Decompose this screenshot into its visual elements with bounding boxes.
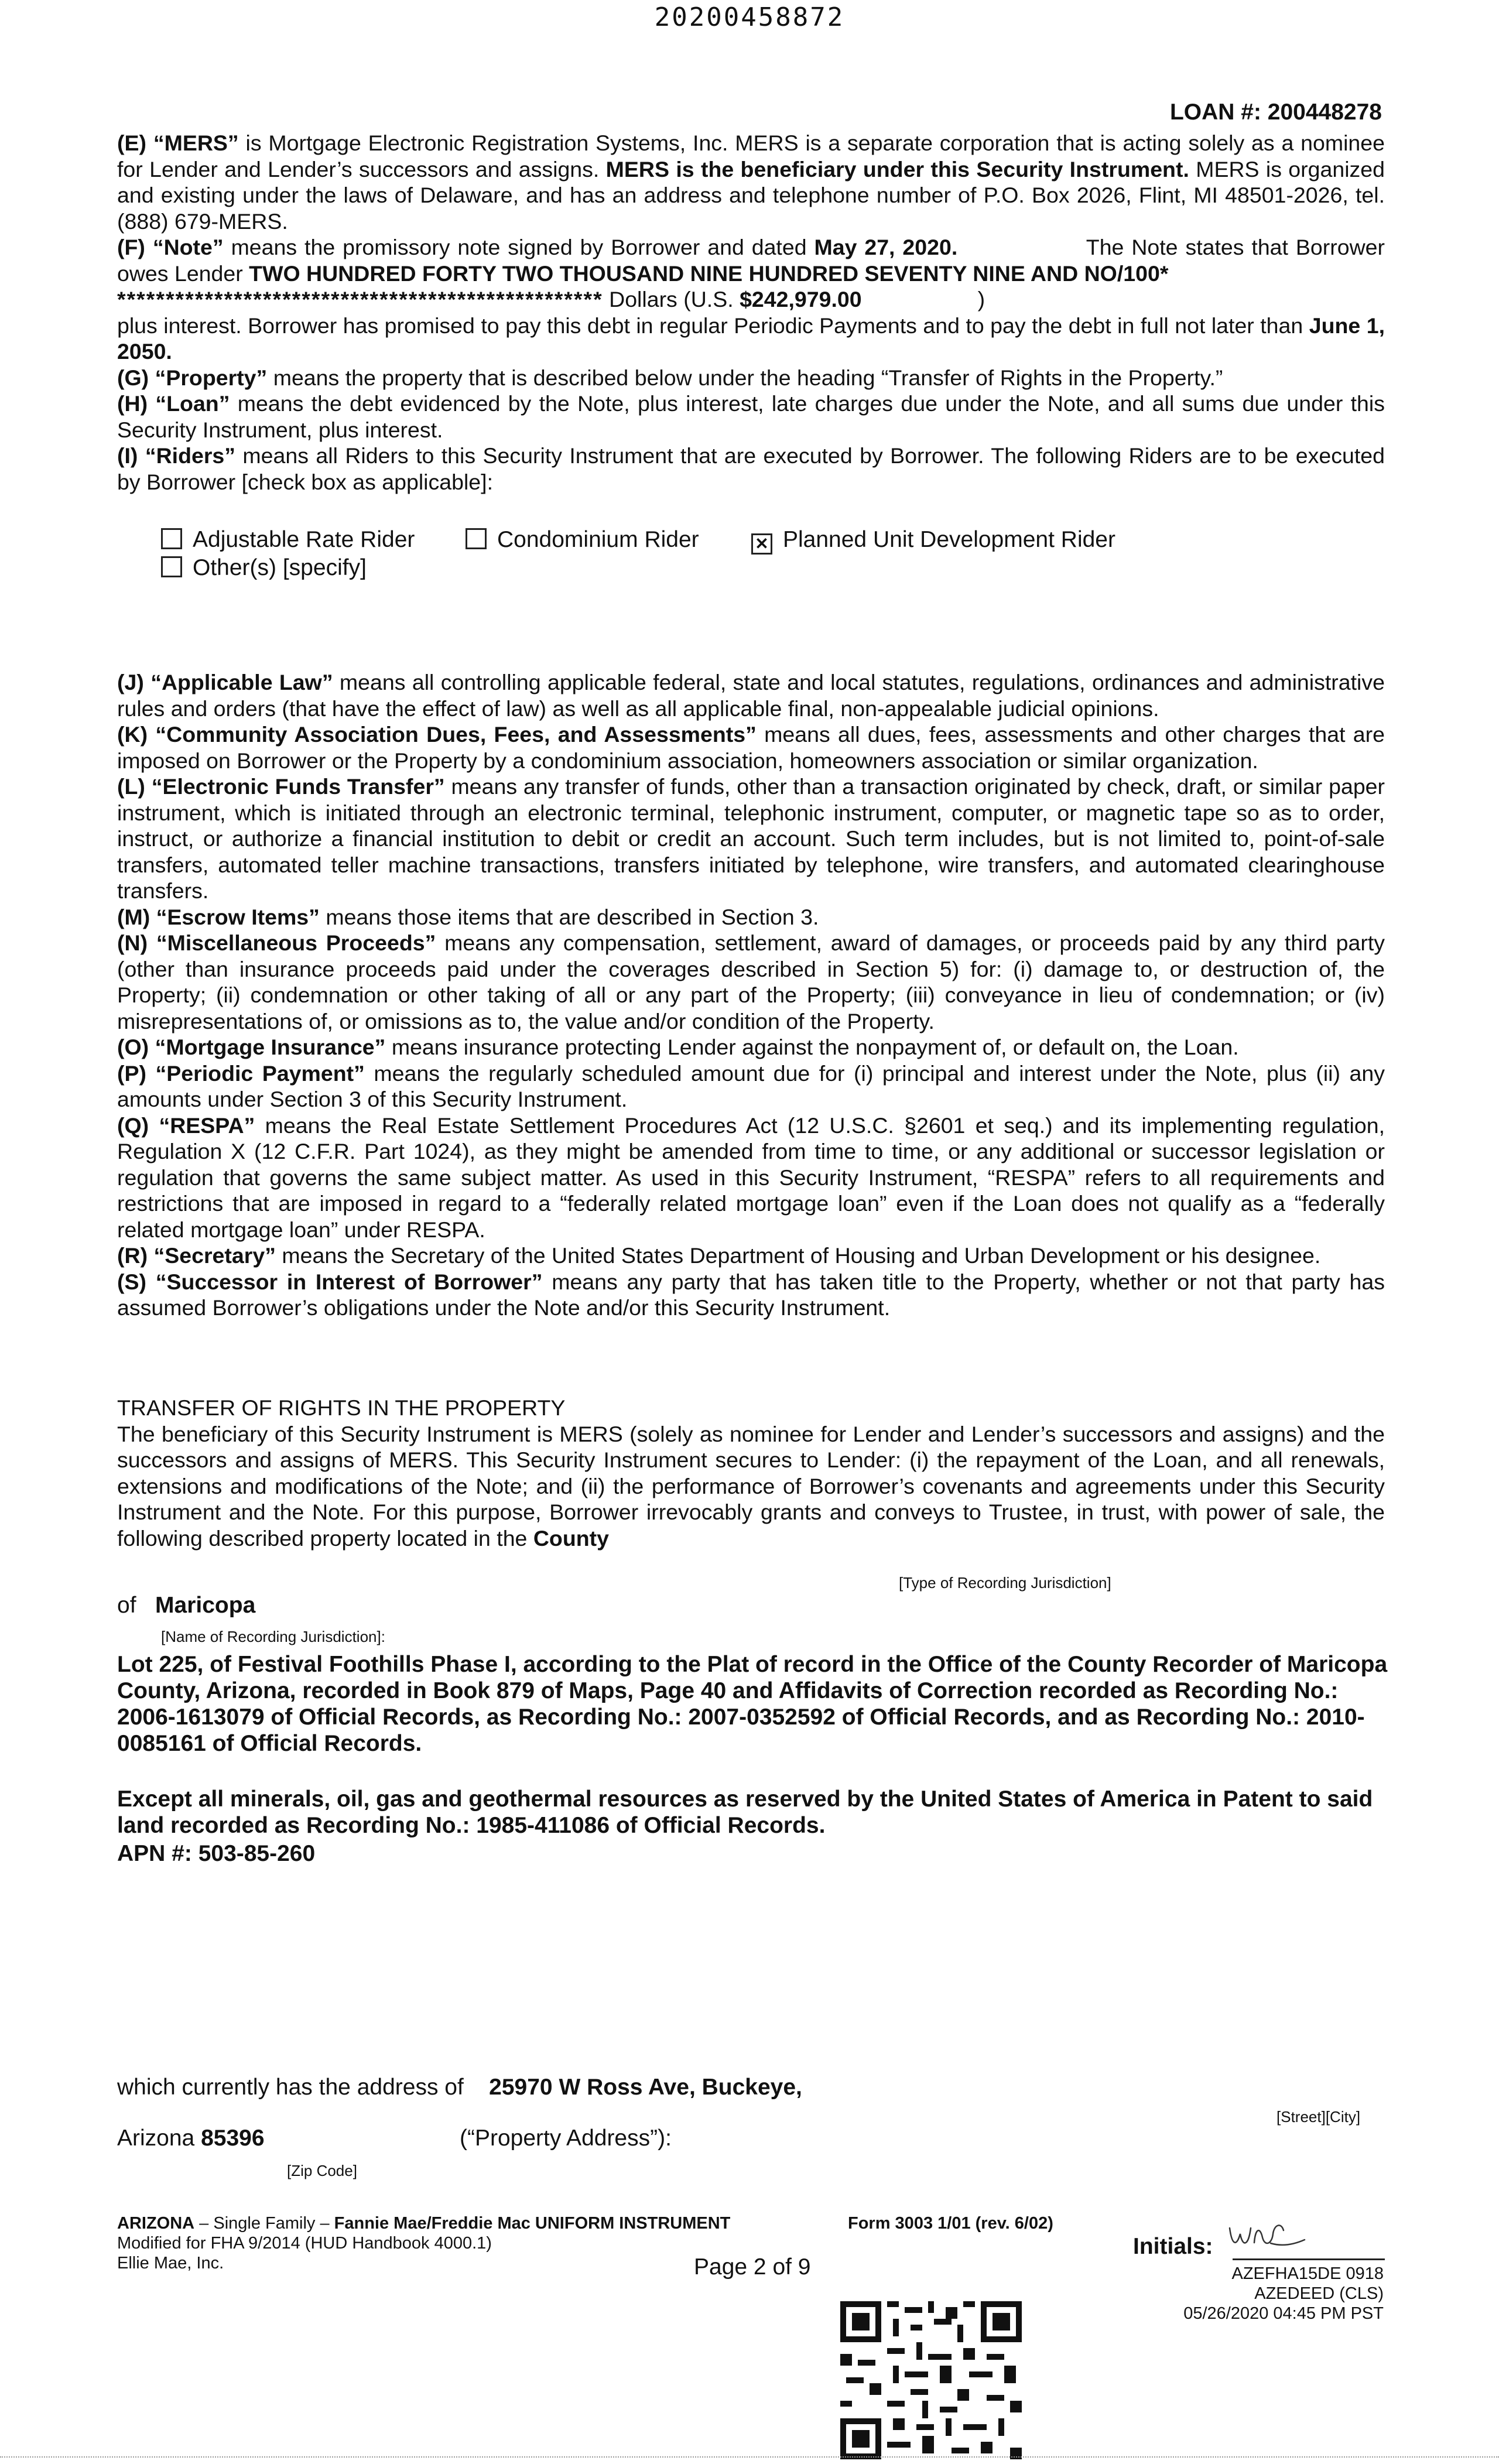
- rider-other[interactable]: Other(s) [specify]: [161, 555, 367, 581]
- jurisdiction-type: County: [533, 1525, 609, 1551]
- definition-m: (M) “Escrow Items” means those items that are described in Section 3.: [117, 904, 819, 929]
- address-line: which currently has the address of 25970 W Ross Ave, Buckeye,: [117, 2075, 802, 2100]
- definition-i: (I) “Riders” means all Riders to this Security Instrument that are executed by Borrower. The following Riders are to be executed by Borrower [check box as applicable]:: [117, 443, 1385, 494]
- print-timestamp: 05/26/2020 04:45 PM PST: [1183, 2304, 1384, 2323]
- definition-e: (E) “MERS” is Mortgage Electronic Registration Systems, Inc. MERS is a separate corporation that is acting solely as a nominee for Lender and Lender’s successors and assigns. MERS is the beneficiary under this Security Instrument. MERS is organized and existing under the laws of Delaware, and has an address and telephone number of P.O. Box 2026, Flint, MI 48501-2026, tel. (888) 679-MERS.: [117, 131, 1385, 234]
- street-city: 25970 W Ross Ave, Buckeye,: [489, 2075, 802, 2100]
- zip: 85396: [201, 2126, 265, 2151]
- jurisdiction-name-hint: [Name of Recording Jurisdiction]:: [161, 1628, 385, 1645]
- definition-f-cont: plus interest. Borrower has promised to pay this debt in regular Periodic Payments and to pay the debt in full not later than June 1, 2050.: [117, 313, 1385, 364]
- amount-filler-stars: **************************************************: [117, 287, 603, 312]
- jurisdiction-name: Maricopa: [155, 1593, 256, 1618]
- definition-p: (P) “Periodic Payment” means the regularly scheduled amount due for (i) principal and interest under the Note, plus (ii) any amounts under Section 3 of this Security Instrument.: [117, 1060, 1385, 1111]
- street-city-hint: [Street][City]: [1276, 2108, 1361, 2126]
- definition-l: (L) “Electronic Funds Transfer” means any transfer of funds, other than a transaction originated by check, draft, or similar paper instrument, which is initiated through an electronic terminal, telephonic instrument, computer, or magnetic tape so as to order, instruct, or authorize a financial institution to debit or credit an account. Such term includes, but is not limited to, point-of-sale transfers, automated teller machine transactions, transfers initiated by telephone, wire transfers, and automated clearinghouse transfers.: [117, 774, 1385, 903]
- modified-note: Modified for FHA 9/2014 (HUD Handbook 4000.1): [117, 2234, 492, 2253]
- form-title: ARIZONA – Single Family – Fannie Mae/Freddie Mac UNIFORM INSTRUMENT: [117, 2214, 731, 2233]
- definition-o: (O) “Mortgage Insurance” means insurance protecting Lender against the nonpayment of, or default on, the Loan.: [117, 1035, 1239, 1059]
- loan-amount: $242,979.00: [740, 287, 862, 312]
- other-rider-checkbox[interactable]: [161, 556, 182, 577]
- loan-number-line: [1170, 100, 1382, 125]
- property-address-label: (“Property Address”):: [460, 2126, 672, 2151]
- definition-r: (R) “Secretary” means the Secretary of the United States Department of Housing and Urban Development or his designee.: [117, 1243, 1321, 1268]
- initials-label: Initials:: [1133, 2234, 1213, 2259]
- definitions-block-bottom: [117, 669, 1385, 1321]
- adjustable-rider-checkbox[interactable]: [161, 528, 182, 549]
- legal-description: Lot 225, of Festival Foothills Phase I, according to the Plat of record in the Office of the County Recorder of Maricopa County, Arizona, recorded in Book 879 of Maps, Page 40 and Affidavits of Correction recorded as Recording No.: 2006-1613079 of Official Records, as Recording No.: 2007-0352592 of Official Records, and as Recording No.: 2010-0085161 of Official Records.: [117, 1652, 1388, 1756]
- initials-line: [1233, 2258, 1385, 2260]
- apn: APN #: 503-85-260: [117, 1841, 316, 1866]
- definition-q: (Q) “RESPA” means the Real Estate Settlement Procedures Act (12 U.S.C. §2601 et seq.) and its implementing regulation, Regulation X (12 C.F.R. Part 1024), as they might be amended from time to time, or any additional or successor legislation or regulation that governs the same subject matter. As used in this Security Instrument, “RESPA” refers to all requirements and restrictions that are imposed in regard to a “federally related mortgage loan” even if the Loan does not qualify as a “federally related mortgage loan” under RESPA.: [117, 1113, 1385, 1242]
- form-code: AZEFHA15DE 0918: [1231, 2264, 1384, 2283]
- state: Arizona: [117, 2126, 195, 2151]
- jurisdiction-name-line: of Maricopa: [117, 1593, 256, 1618]
- definitions-block-top: [117, 130, 1385, 495]
- condominium-rider-checkbox[interactable]: [466, 528, 487, 549]
- initials-signature: [1224, 2210, 1312, 2257]
- definition-n: (N) “Miscellaneous Proceeds” means any compensation, settlement, award of damages, or proceeds paid by any third party (other than insurance proceeds paid under the coverages described in Section 5) for: (i) damage to, or destruction of, the Property; (ii) condemnation or other taking of all or any part of the Property; (iii) conveyance in lieu of condemnation; or (iv) misrepresentations of, or omissions as to, the value and/or condition of the Property.: [117, 930, 1385, 1033]
- mineral-exception: Except all minerals, oil, gas and geothermal resources as reserved by the United States of America in Patent to said land recorded as Recording No.: 1985-411086 of Official Records.: [117, 1787, 1373, 1838]
- jurisdiction-type-hint: [Type of Recording Jurisdiction]: [899, 1574, 1111, 1592]
- definition-h: (H) “Loan” means the debt evidenced by the Note, plus interest, late charges due under the Note, and all sums due under this Security Instrument, plus interest.: [117, 391, 1385, 442]
- page-bottom-edge: [0, 2456, 1499, 2458]
- transfer-section: [117, 1395, 1385, 1551]
- vendor: Ellie Mae, Inc.: [117, 2254, 224, 2273]
- maturity-date: June 1, 2050.: [117, 313, 1385, 364]
- loan-number: 200448278: [1267, 100, 1382, 125]
- definition-s: (S) “Successor in Interest of Borrower” means any party that has taken title to the Property, whether or not that party has assumed Borrower’s obligations under the Note and/or this Security Instrument.: [117, 1269, 1385, 1320]
- deed-code: AZEDEED (CLS): [1254, 2284, 1384, 2303]
- document-number: 20200458872: [654, 2, 845, 32]
- definition-k: (K) “Community Association Dues, Fees, and Assessments” means all dues, fees, assessments and other charges that are imposed on Borrower or the Property by a condominium association, homeowners association or similar organization.: [117, 722, 1385, 773]
- page-number: Page 2 of 9: [694, 2254, 811, 2280]
- rider-adjustable[interactable]: Adjustable Rate Rider: [161, 527, 415, 553]
- pud-rider-checkbox[interactable]: ✕: [751, 533, 772, 555]
- transfer-text: The beneficiary of this Security Instrument is MERS (solely as nominee for Lender and Lender’s successors and assigns) and the successors and assigns of MERS. This Security Instrument secures to Lender: (i) the repayment of the Loan, and all renewals, extensions and modifications of the Note; and (ii) the performance of Borrower’s covenants and agreements under this Security Instrument and the Note. For this purpose, Borrower irrevocably grants and conveys to Trustee, in trust, with power of sale, the following described property located in the County: [117, 1421, 1385, 1551]
- form-number: Form 3003 1/01 (rev. 6/02): [848, 2214, 1053, 2233]
- barcode-icon: [840, 2301, 1022, 2459]
- rider-condominium[interactable]: Condominium Rider: [466, 527, 699, 553]
- definition-f: (F) “Note” means the promissory note signed by Borrower and dated May 27, 2020. The Note states that Borrower owes Lender TWO HUNDRED FORTY TWO THOUSAND NINE HUNDRED SEVENTY NINE AND NO/100* ************************************************** Dollars (U.S. $242,979.00 ): [117, 235, 1385, 312]
- rider-pud[interactable]: ✕ Planned Unit Development Rider: [751, 527, 1115, 555]
- loan-label: LOAN #:: [1169, 100, 1261, 125]
- zip-hint: [Zip Code]: [287, 2162, 357, 2179]
- definition-g: (G) “Property” means the property that is described below under the heading “Transfer of Rights in the Property.”: [117, 365, 1223, 390]
- transfer-heading: TRANSFER OF RIGHTS IN THE PROPERTY: [117, 1395, 566, 1420]
- state-zip-line: [117, 2126, 265, 2151]
- definition-j: (J) “Applicable Law” means all controlling applicable federal, state and local statutes, regulations, ordinances and administrative rules and orders (that have the effect of law) as well as all applicable final, non-appealable judicial opinions.: [117, 670, 1385, 721]
